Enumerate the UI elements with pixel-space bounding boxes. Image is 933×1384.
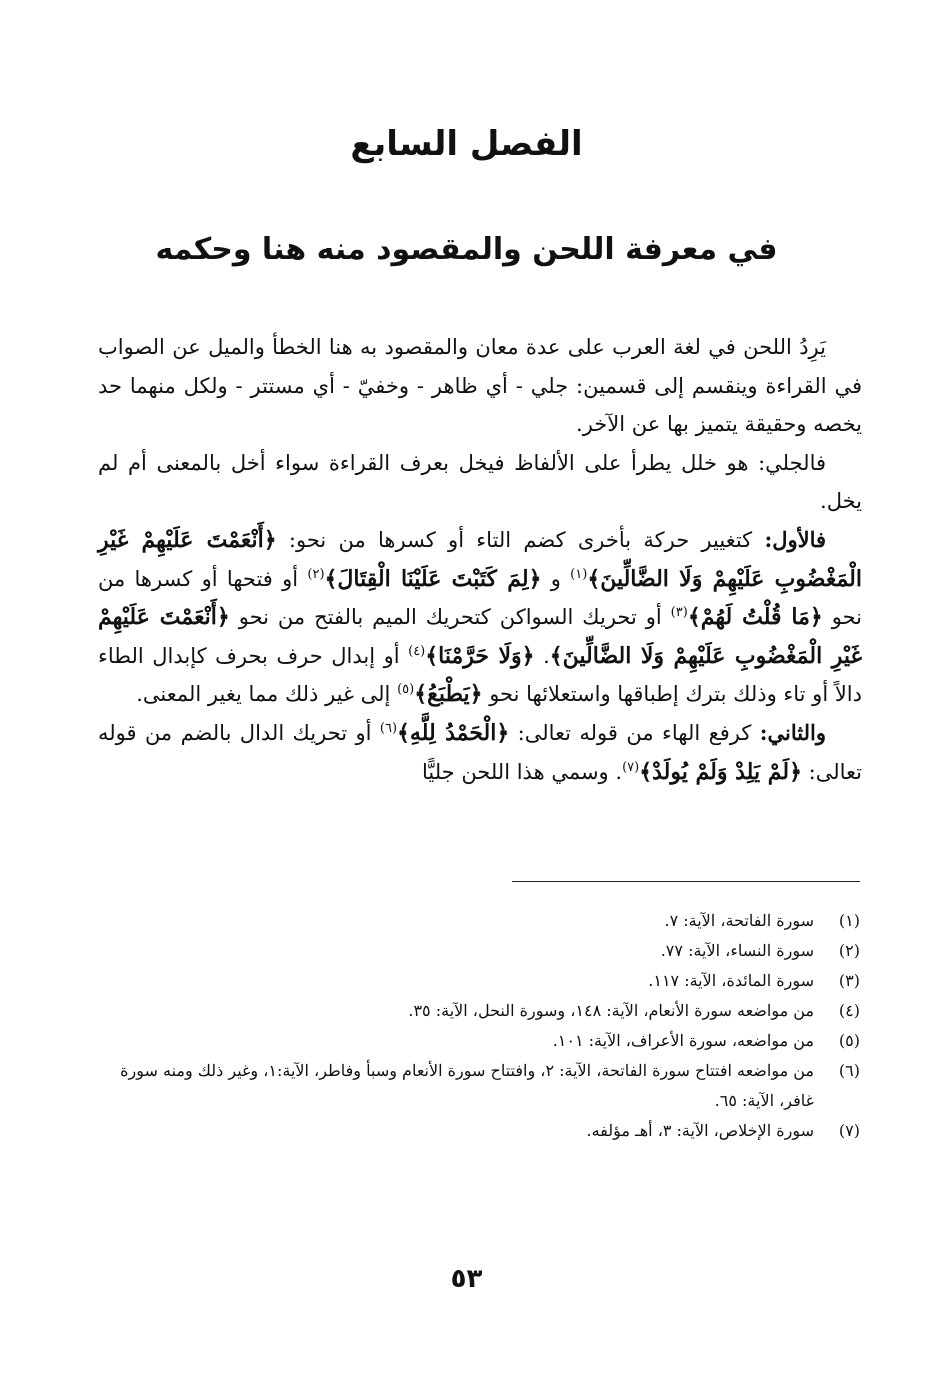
footnote-item — [84, 936, 860, 966]
quran-verse: ﴿مَا قُلْتُ لَهُمْ﴾ — [687, 604, 823, 631]
footnote-item — [84, 906, 860, 936]
quran-verse: ﴿لَمْ يَلِدْ وَلَمْ يُولَدْ﴾ — [639, 758, 802, 785]
footnote-marker: (٦) — [379, 720, 398, 736]
footnote-item — [84, 1116, 860, 1146]
footnote-marker: (١) — [570, 566, 588, 582]
footnote-text: من مواضعه افتتاح سورة الفاتحة، الآية: ٢، وافتتاح سورة الأنعام وسبأ وفاطر، الآية:١، وغير ذلك ومنه سورة غافر، الآية: ٦٥. — [120, 1061, 814, 1110]
paragraph-second-type — [98, 714, 862, 791]
footnote-text: من مواضعه سورة الأنعام، الآية: ١٤٨، وسورة النحل، الآية: ٣٥. — [408, 1001, 814, 1020]
footnote-number: (٦) — [838, 1061, 860, 1080]
footnote-marker: (٧) — [622, 759, 640, 775]
text-run: . وسمي هذا اللحن جليًّا — [421, 759, 623, 784]
footnote-text: سورة النساء، الآية: ٧٧. — [660, 941, 814, 960]
footnote-separator — [512, 881, 860, 882]
text-run: أو إبدال حرف بحرف كإبدال الطاء دالاً أو تاء وذلك بترك إطباقها واستعلائها نحو — [98, 643, 862, 707]
footnote-number: (٧) — [838, 1121, 860, 1140]
text-run: أو فتحها أو كسرها من نحو — [98, 566, 862, 630]
footnote-text: سورة الفاتحة، الآية: ٧. — [664, 911, 814, 930]
footnotes — [84, 906, 860, 1146]
footnote-text: سورة الإخلاص، الآية: ٣، أهـ مؤلفه. — [586, 1121, 814, 1140]
quran-verse: ﴿لِمَ كَتَبْتَ عَلَيْنَا الْقِتَالَ﴾ — [324, 565, 542, 592]
footnote-marker: (٥) — [397, 682, 415, 698]
footnote-marker: (٢) — [307, 566, 325, 582]
first-type-label: فالأول: — [764, 526, 827, 552]
footnote-number: (٤) — [838, 1001, 860, 1020]
second-type-label: والثاني: — [759, 719, 826, 745]
paragraph-jali: فالجلي: هو خلل يطرأ على الألفاظ فيخل بعرف القراءة سواء أخل بالمعنى أم لم يخل. — [98, 450, 862, 514]
quran-verse: ﴿أَنْعَمْتَ عَلَيْهِمْ غَيْرِ الْمَغْضُوبِ عَلَيْهِمْ وَلَا الضَّالِّينَ﴾ — [98, 526, 862, 592]
quran-verse: ﴿الْحَمْدُ لِلَّهِ﴾ — [397, 719, 510, 746]
footnote-item — [84, 1056, 860, 1116]
footnote-item — [84, 966, 860, 996]
chapter-title: الفصل السابع — [350, 124, 583, 164]
text-run: كرفع الهاء من قوله تعالى: — [509, 720, 760, 745]
quran-verse: ﴿يَطْبَعُ﴾ — [414, 681, 483, 708]
footnote-marker: (٤) — [408, 643, 426, 659]
text-run: . — [534, 643, 550, 668]
body-text — [98, 328, 862, 791]
footnote-text: من مواضعه، سورة الأعراف، الآية: ١٠١. — [552, 1031, 814, 1050]
footnote-item — [84, 1026, 860, 1056]
quran-verse: ﴿وَلَا حَرَّمْنَا﴾ — [425, 642, 535, 669]
page-number: ٥٣ — [450, 1264, 483, 1294]
footnote-marker: (٣) — [670, 605, 688, 621]
footnote-item — [84, 996, 860, 1026]
footnote-number: (١) — [838, 911, 860, 930]
section-title: في معرفة اللحن والمقصود منه هنا وحكمه — [155, 232, 778, 267]
footnote-number: (٣) — [838, 971, 860, 990]
footnote-number: (٥) — [838, 1031, 860, 1050]
paragraph-definition: يَرِدُ اللحن في لغة العرب على عدة معان والمقصود به هنا الخطأ والميل عن الصواب في القراءة وينقسم إلى قسمين: جلي - أي ظاهر - وخفيّ - أي مستتر - ولكل منهما حد يخصه وحقيقة يتميز بها عن الآخر. — [98, 335, 862, 437]
text-run: إلى غير ذلك مما يغير المعنى. — [136, 682, 398, 707]
footnote-text: سورة المائدة، الآية: ١١٧. — [648, 971, 814, 990]
text-run: أو تحريك السواكن كتحريك الميم بالفتح من نحو — [229, 605, 671, 630]
footnote-number: (٢) — [838, 941, 860, 960]
quran-verse: ﴿أَنْعَمْتَ عَلَيْهِمْ غَيْرِ الْمَغْضُوبِ عَلَيْهِمْ وَلَا الضَّالِّينَ﴾ — [98, 604, 862, 669]
paragraph-first-type — [98, 521, 862, 714]
text-run: كتغيير حركة بأخرى كضم التاء أو كسرها من نحو: — [276, 527, 765, 552]
text-run: و — [541, 566, 571, 591]
text-run: أو تحريك الدال بالضم من قوله تعالى: — [98, 720, 862, 784]
